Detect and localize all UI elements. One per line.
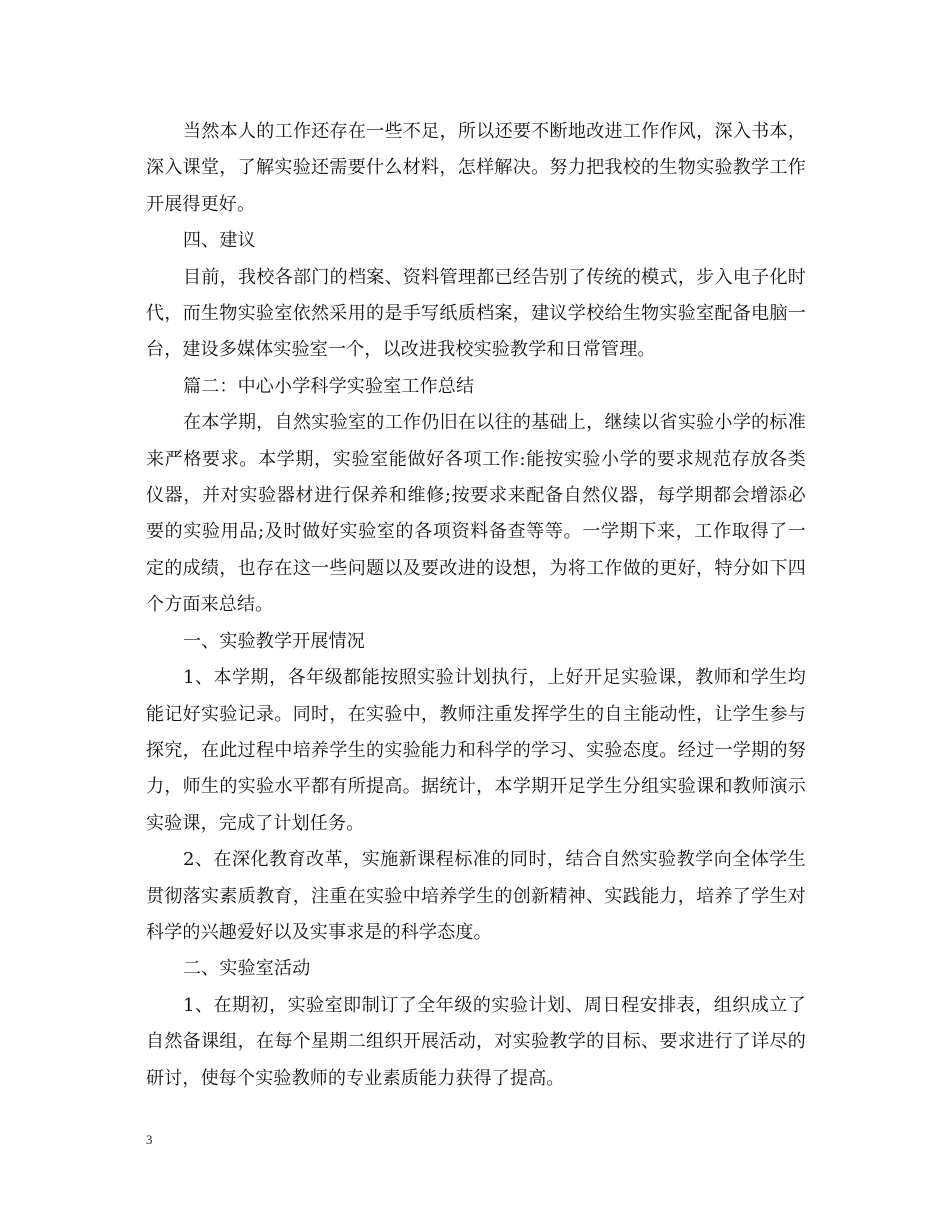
document-body (146, 114, 806, 1097)
heading-teaching: 一、实验教学开展情况 (183, 630, 365, 652)
heading-suggestions: 四、建议 (183, 230, 256, 252)
paragraph-teaching-2: 2、在深化教育改革，实施新课程标准的同时，结合自然实验教学向全体学生贯彻落实素质教育，注重在实验中培养学生的创新精神、实践能力，培养了学生对科学的兴趣爱好以及实事求是的科学态度。 (146, 849, 806, 943)
heading-part-two: 篇二：中心小学科学实验室工作总结 (183, 375, 475, 397)
paragraph-teaching-1: 1、本学期，各年级都能按照实验计划执行，上好开足实验课，教师和学生均能记好实验记录。同时，在实验中，教师注重发挥学生的自主能动性，让学生参与探究，在此过程中培养学生的实验能力和科学的学习、实验态度。经过一学期的努力，师生的实验水平都有所提高。据统计，本学期开足学生分组实验课和教师演示实验课，完成了计划任务。 (146, 667, 806, 834)
paragraph-improvement: 当然本人的工作还存在一些不足，所以还要不断地改进工作作风，深入书本，深入课堂，了解实验还需要什么材料，怎样解决。努力把我校的生物实验教学工作开展得更好。 (146, 121, 806, 215)
paragraph-semester-intro: 在本学期，自然实验室的工作仍旧在以往的基础上，继续以省实验小学的标准来严格要求。本学期，实验室能做好各项工作:能按实验小学的要求规范存放各类仪器，并对实验器材进行保养和维修;按要求来配备自然仪器，每学期都会增添必要的实验用品;及时做好实验室的各项资料备查等等。一学期下来，工作取得了一定的成绩，也存在这一些问题以及要改进的设想，为将工作做的更好，特分如下四个方面来总结。 (146, 412, 806, 616)
page-number: 3 (146, 1132, 153, 1147)
paragraph-lab-activities-1: 1、在期初，实验室即制订了全年级的实验计划、周日程安排表，组织成立了自然备课组，在每个星期二组织开展活动，对实验教学的目标、要求进行了详尽的研讨，使每个实验教师的专业素质能力获得了提高。 (146, 994, 806, 1089)
heading-lab-activities: 二、实验室活动 (183, 958, 311, 980)
paragraph-suggestions: 目前，我校各部门的档案、资料管理都已经告别了传统的模式，步入电子化时代，而生物实验室依然采用的是手写纸质档案，建议学校给生物实验室配备电脑一台，建设多媒体实验室一个，以改进我校实验教学和日常管理。 (146, 266, 806, 361)
